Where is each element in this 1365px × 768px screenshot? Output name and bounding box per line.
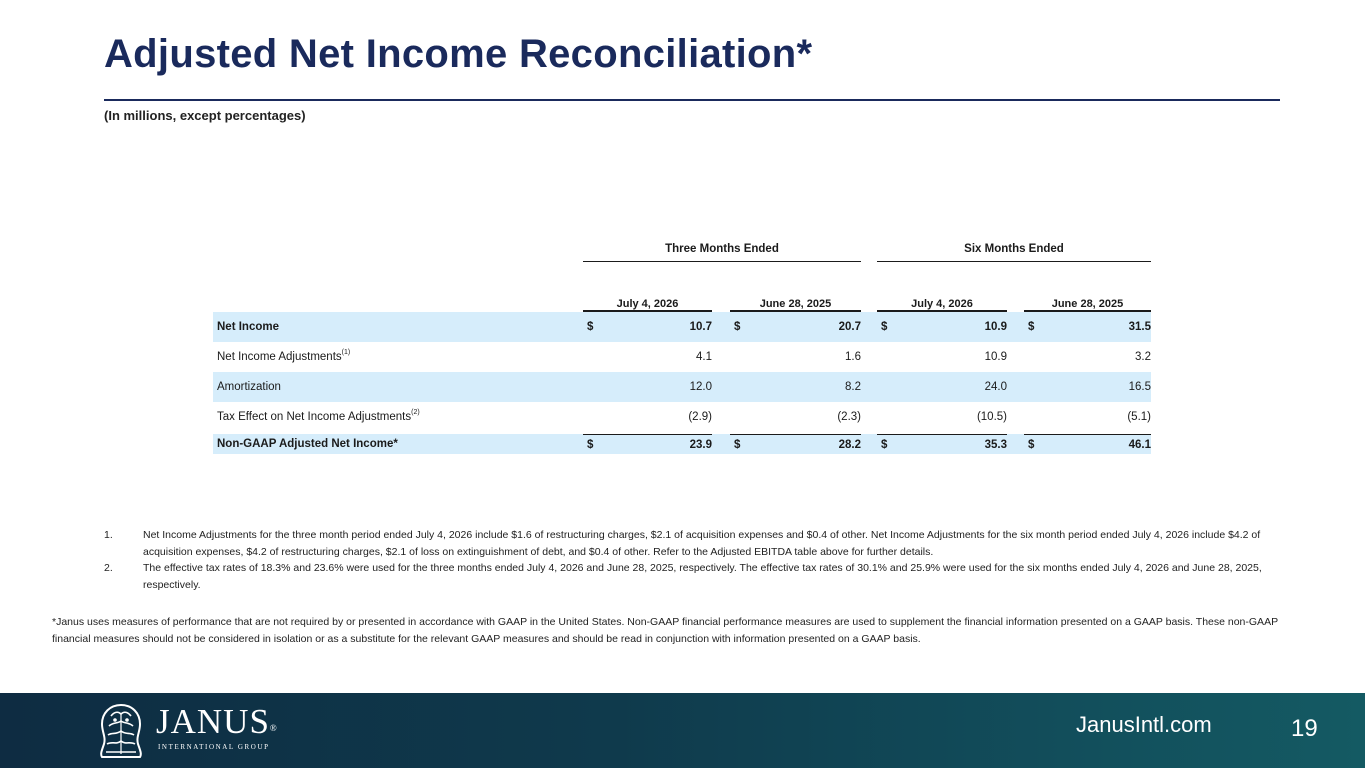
table-cell <box>730 372 861 402</box>
cell-value: (5.1) <box>1127 411 1151 423</box>
currency-symbol: $ <box>1028 321 1035 333</box>
footnote <box>104 560 1280 593</box>
table-cell <box>877 342 1007 372</box>
footnote-text: The effective tax rates of 18.3% and 23.6% were used for the three months ended July 4, 2026 and June 28, 2025, respectively. The effective tax rates of 30.1% and 25.9% were used for the six months ended July 4, 2026 and June 28, 2025, respectively. <box>143 562 1262 591</box>
table-cell <box>730 342 861 372</box>
page-number: 19 <box>1291 715 1318 742</box>
table-cell <box>1024 434 1151 455</box>
table-row <box>213 372 1151 402</box>
website-link[interactable]: JanusIntl.com <box>1076 712 1212 737</box>
cell-value: 35.3 <box>984 439 1007 451</box>
table-cell <box>877 312 1007 342</box>
company-logo-tagline: INTERNATIONAL GROUP <box>158 743 270 751</box>
currency-symbol: $ <box>881 321 888 333</box>
cell-value: 10.9 <box>984 351 1007 363</box>
table-cell <box>877 434 1007 455</box>
cell-value: (10.5) <box>976 411 1007 423</box>
date-header: June 28, 2025 <box>730 276 861 312</box>
date-header: June 28, 2025 <box>1024 276 1151 312</box>
table-cell <box>877 372 1007 402</box>
cell-value: 3.2 <box>1135 351 1151 363</box>
table-cell <box>877 402 1007 432</box>
table-cell <box>583 342 712 372</box>
currency-symbol: $ <box>734 439 741 451</box>
table-date-header-row <box>213 276 1151 312</box>
table-cell <box>1024 342 1151 372</box>
table-row <box>213 312 1151 342</box>
cell-value: 1.6 <box>845 351 861 363</box>
table-row <box>213 434 1151 454</box>
table-cell <box>730 402 861 432</box>
row-label: Net Income <box>217 321 279 333</box>
table-cell <box>583 434 712 455</box>
row-label: Tax Effect on Net Income Adjustments$^{(2)}$ <box>217 409 420 423</box>
currency-symbol: $ <box>587 439 594 451</box>
footnote-ref: (1) <box>341 349 351 356</box>
janus-emblem-icon <box>94 702 148 760</box>
footnote-text: Net Income Adjustments for the three month period ended July 4, 2026 include $1.6 of restructuring charges, $2.1 of acquisition expenses and $0.4 of other. Net Income Adjustments for the six month period ended July 4, 2026 include $4.2 of acquisition expenses, $4.2 of restructuring charges, $2.1 of loss on extinguishment of debt, and $0.4 of other. Refer to the Adjusted EBITDA table above for further details. <box>143 529 1261 558</box>
cell-value: 4.1 <box>696 351 712 363</box>
cell-value: (2.3) <box>837 411 861 423</box>
table-row <box>213 342 1151 372</box>
table-cell <box>730 312 861 342</box>
footnote <box>104 527 1280 560</box>
cell-value: 23.9 <box>689 439 712 451</box>
cell-value: 24.0 <box>984 381 1007 393</box>
cell-value: 8.2 <box>845 381 861 393</box>
cell-value: 16.5 <box>1128 381 1151 393</box>
table-cell <box>1024 312 1151 342</box>
footnotes <box>104 527 1280 593</box>
currency-symbol: $ <box>587 321 594 333</box>
currency-symbol: $ <box>734 321 741 333</box>
table-cell <box>583 372 712 402</box>
units-subtitle: (In millions, except percentages) <box>104 108 306 123</box>
table-cell <box>583 402 712 432</box>
group-header-six-months: Six Months Ended <box>877 236 1151 262</box>
table-row <box>213 402 1151 432</box>
cell-value: (2.9) <box>688 411 712 423</box>
date-header: July 4, 2026 <box>877 276 1007 312</box>
reconciliation-table <box>213 236 1151 454</box>
company-logo-wordmark: JANUS® <box>156 702 278 741</box>
footnote-ref: (2) <box>411 409 420 416</box>
footnote-number: 1. <box>104 529 113 541</box>
row-label: Amortization <box>217 381 281 393</box>
cell-value: 10.9 <box>984 321 1007 333</box>
currency-symbol: $ <box>1028 439 1035 451</box>
non-gaap-disclaimer: *Janus uses measures of performance that are not required by or presented in accordance with GAAP in the United States. Non-GAAP financial performance measures are used to supplement the financial information presented on a GAAP basis. These non-GAAP financial measures should not be considered in isolation or as a substitute for the relevant GAAP measures and should be read in conjunction with information presented on a GAAP basis. <box>52 616 1278 645</box>
row-label: Net Income Adjustments$^{(1)}$ <box>217 349 351 363</box>
currency-symbol: $ <box>881 439 888 451</box>
footer-bar <box>0 693 1365 768</box>
page-title: Adjusted Net Income Reconciliation* <box>104 32 813 76</box>
group-header-three-months: Three Months Ended <box>583 236 861 262</box>
table-cell <box>1024 402 1151 432</box>
cell-value: 28.2 <box>838 439 861 451</box>
cell-value: 46.1 <box>1128 439 1151 451</box>
table-group-header-row <box>213 236 1151 261</box>
cell-value: 31.5 <box>1128 321 1151 333</box>
table-cell <box>1024 372 1151 402</box>
cell-value: 12.0 <box>689 381 712 393</box>
cell-value: 20.7 <box>838 321 861 333</box>
table-cell <box>583 312 712 342</box>
footnote-number: 2. <box>104 562 113 574</box>
row-label: Non-GAAP Adjusted Net Income* <box>217 438 398 450</box>
date-header: July 4, 2026 <box>583 276 712 312</box>
title-divider <box>104 99 1280 101</box>
table-cell <box>730 434 861 455</box>
cell-value: 10.7 <box>689 321 712 333</box>
